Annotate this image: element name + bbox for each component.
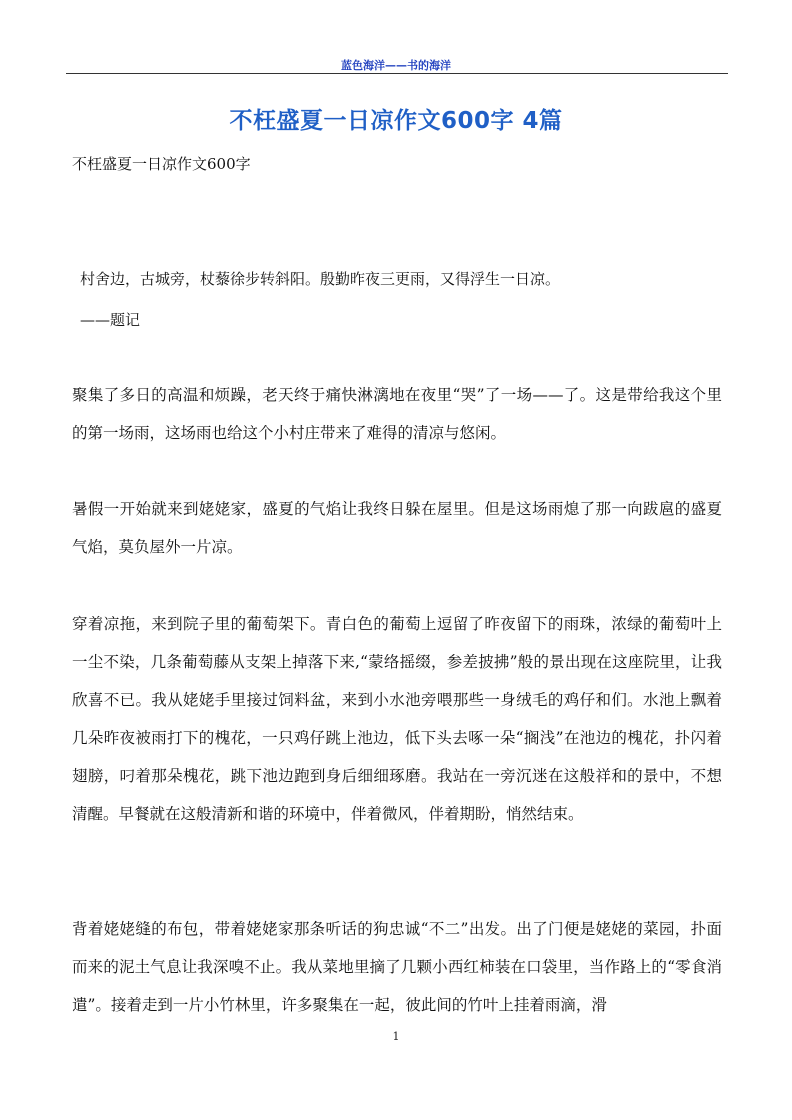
body-paragraph: 穿着凉拖，来到院子里的葡萄架下。青白色的葡萄上逗留了昨夜留下的雨珠，浓绿的葡萄叶上一尘不染，几条葡萄藤从支架上掉落下来,“蒙络摇缀，参差披拂”般的景出现在这座院里，让我欣喜不已。我从姥姥手里接过饲料盆，来到小水池旁喂那些一身绒毛的鸡仔和们。水池上飘着几朵昨夜被雨打下的槐花，一只鸡仔跳上池边，低下头去啄一朵“搁浅”在池边的槐花，扑闪着翅膀，叼着那朵槐花，跳下池边跑到身后细细琢磨。我站在一旁沉迷在这般祥和的景中，不想清醒。早餐就在这般清新和谐的环境中，伴着微风，伴着期盼，悄然结束。 xyxy=(72,615,722,823)
running-header: 蓝色海洋——书的海洋 xyxy=(341,59,451,72)
header-divider xyxy=(66,73,728,74)
epigraph-poem: 村舍边，古城旁，杖藜徐步转斜阳。殷勤昨夜三更雨，又得浮生一日凉。 xyxy=(80,270,561,288)
body-paragraph: 聚集了多日的高温和烦躁，老天终于痛快淋漓地在夜里“哭”了一场——了。这是带给我这个里的第一场雨，这场雨也给这个小村庄带来了难得的清凉与悠闲。 xyxy=(72,386,722,442)
epigraph-inscription: ——题记 xyxy=(80,311,141,329)
document-subtitle: 不枉盛夏一日凉作文600字 xyxy=(72,155,251,173)
body-paragraph: 背着姥姥缝的布包，带着姥姥家那条听话的狗忠诚“不二”出发。出了门便是姥姥的菜园，扑面而来的泥土气息让我深嗅不止。我从菜地里摘了几颗小西红柿装在口袋里，当作路上的“零食消遣”。接着走到一片小竹林里，许多聚集在一起，彼此间的竹叶上挂着雨滴，滑 xyxy=(72,920,722,1014)
body-paragraph: 暑假一开始就来到姥姥家，盛夏的气焰让我终日躲在屋里。但是这场雨熄了那一向跋扈的盛夏气焰，莫负屋外一片凉。 xyxy=(72,500,722,556)
document-title: 不枉盛夏一日凉作文600字 4篇 xyxy=(229,108,563,134)
page-number: 1 xyxy=(392,1030,400,1043)
